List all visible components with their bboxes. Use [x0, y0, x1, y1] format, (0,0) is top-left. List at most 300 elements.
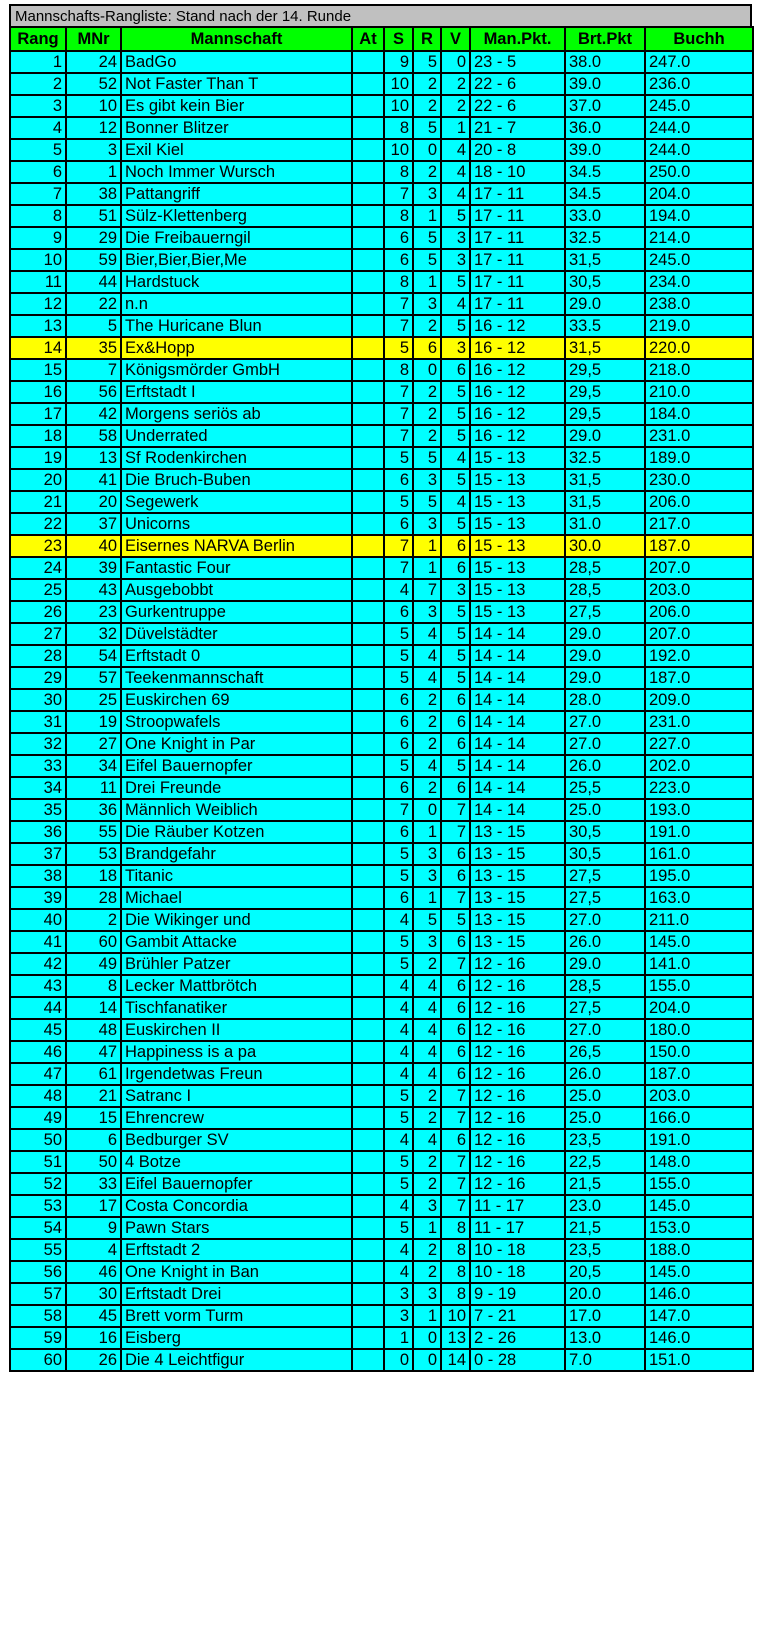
cell-mannschaft: Not Faster Than T: [121, 73, 352, 95]
cell-man-pkt: 15 - 13: [470, 469, 565, 491]
cell-rang: 19: [10, 447, 66, 469]
sheet-title: Mannschafts-Rangliste: Stand nach der 14. Runde: [9, 4, 752, 26]
cell-s: 8: [384, 271, 413, 293]
cell-man-pkt: 11 - 17: [470, 1195, 565, 1217]
cell-buchh: 146.0: [645, 1283, 753, 1305]
cell-rang: 33: [10, 755, 66, 777]
cell-mannschaft: Die Räuber Kotzen: [121, 821, 352, 843]
table-row: [10, 1327, 753, 1349]
cell-man-pkt: 18 - 10: [470, 161, 565, 183]
cell-mannschaft: Drei Freunde: [121, 777, 352, 799]
table-row: [10, 1085, 753, 1107]
table-row: [10, 535, 753, 557]
cell-mnr: 35: [66, 337, 121, 359]
cell-buchh: 244.0: [645, 139, 753, 161]
cell-brt-pkt: 27,5: [565, 997, 645, 1019]
cell-r: 5: [413, 117, 441, 139]
cell-buchh: 145.0: [645, 1261, 753, 1283]
cell-r: 2: [413, 1261, 441, 1283]
cell-buchh: 203.0: [645, 579, 753, 601]
cell-at: [352, 535, 384, 557]
cell-s: 5: [384, 843, 413, 865]
cell-s: 5: [384, 953, 413, 975]
cell-brt-pkt: 26.0: [565, 755, 645, 777]
cell-r: 1: [413, 887, 441, 909]
cell-man-pkt: 12 - 16: [470, 1151, 565, 1173]
cell-brt-pkt: 37.0: [565, 95, 645, 117]
cell-at: [352, 777, 384, 799]
cell-v: 6: [441, 1019, 470, 1041]
cell-mnr: 6: [66, 1129, 121, 1151]
cell-s: 8: [384, 117, 413, 139]
cell-mannschaft: Stroopwafels: [121, 711, 352, 733]
cell-mannschaft: Michael: [121, 887, 352, 909]
cell-buchh: 207.0: [645, 557, 753, 579]
cell-mnr: 11: [66, 777, 121, 799]
cell-man-pkt: 16 - 12: [470, 403, 565, 425]
standings-table: [9, 26, 754, 1372]
cell-rang: 58: [10, 1305, 66, 1327]
cell-buchh: 206.0: [645, 601, 753, 623]
cell-brt-pkt: 31.0: [565, 513, 645, 535]
cell-mnr: 29: [66, 227, 121, 249]
cell-buchh: 202.0: [645, 755, 753, 777]
cell-v: 6: [441, 535, 470, 557]
cell-man-pkt: 13 - 15: [470, 865, 565, 887]
cell-mnr: 36: [66, 799, 121, 821]
cell-man-pkt: 15 - 13: [470, 579, 565, 601]
cell-v: 5: [441, 315, 470, 337]
cell-mnr: 37: [66, 513, 121, 535]
cell-brt-pkt: 29,5: [565, 403, 645, 425]
cell-man-pkt: 17 - 11: [470, 183, 565, 205]
column-header-at: At: [352, 27, 384, 51]
cell-r: 1: [413, 535, 441, 557]
table-row: [10, 513, 753, 535]
cell-mnr: 20: [66, 491, 121, 513]
cell-brt-pkt: 33.5: [565, 315, 645, 337]
cell-mannschaft: Teekenmannschaft: [121, 667, 352, 689]
cell-v: 7: [441, 1151, 470, 1173]
cell-buchh: 203.0: [645, 1085, 753, 1107]
table-row: [10, 1283, 753, 1305]
cell-brt-pkt: 25.0: [565, 1107, 645, 1129]
table-row: [10, 1217, 753, 1239]
cell-buchh: 148.0: [645, 1151, 753, 1173]
cell-brt-pkt: 25,5: [565, 777, 645, 799]
cell-v: 6: [441, 777, 470, 799]
cell-s: 8: [384, 359, 413, 381]
cell-rang: 56: [10, 1261, 66, 1283]
cell-at: [352, 95, 384, 117]
cell-mnr: 55: [66, 821, 121, 843]
cell-s: 4: [384, 1239, 413, 1261]
cell-mnr: 39: [66, 557, 121, 579]
cell-buchh: 220.0: [645, 337, 753, 359]
cell-at: [352, 931, 384, 953]
cell-rang: 11: [10, 271, 66, 293]
cell-mannschaft: Die 4 Leichtfigur: [121, 1349, 352, 1371]
cell-brt-pkt: 39.0: [565, 73, 645, 95]
cell-buchh: 187.0: [645, 667, 753, 689]
column-header-man-pkt: Man.Pkt.: [470, 27, 565, 51]
cell-man-pkt: 16 - 12: [470, 315, 565, 337]
cell-mnr: 61: [66, 1063, 121, 1085]
cell-v: 4: [441, 491, 470, 513]
cell-v: 4: [441, 139, 470, 161]
cell-brt-pkt: 27.0: [565, 733, 645, 755]
column-header-r: R: [413, 27, 441, 51]
cell-s: 5: [384, 1151, 413, 1173]
cell-mannschaft: Pawn Stars: [121, 1217, 352, 1239]
cell-man-pkt: 10 - 18: [470, 1261, 565, 1283]
cell-v: 6: [441, 865, 470, 887]
cell-mnr: 27: [66, 733, 121, 755]
cell-v: 1: [441, 117, 470, 139]
cell-mnr: 41: [66, 469, 121, 491]
cell-v: 5: [441, 513, 470, 535]
cell-buchh: 155.0: [645, 975, 753, 997]
cell-mnr: 2: [66, 909, 121, 931]
cell-r: 2: [413, 733, 441, 755]
cell-buchh: 230.0: [645, 469, 753, 491]
cell-mannschaft: Männlich Weiblich: [121, 799, 352, 821]
table-row: [10, 821, 753, 843]
table-row: [10, 293, 753, 315]
cell-mnr: 45: [66, 1305, 121, 1327]
cell-rang: 20: [10, 469, 66, 491]
cell-r: 0: [413, 1349, 441, 1371]
cell-man-pkt: 12 - 16: [470, 1041, 565, 1063]
cell-mannschaft: Fantastic Four: [121, 557, 352, 579]
cell-buchh: 187.0: [645, 535, 753, 557]
table-row: [10, 161, 753, 183]
cell-at: [352, 293, 384, 315]
cell-buchh: 250.0: [645, 161, 753, 183]
cell-mannschaft: Exil Kiel: [121, 139, 352, 161]
cell-rang: 23: [10, 535, 66, 557]
cell-s: 0: [384, 1349, 413, 1371]
cell-man-pkt: 13 - 15: [470, 843, 565, 865]
cell-mnr: 48: [66, 1019, 121, 1041]
cell-at: [352, 205, 384, 227]
cell-mnr: 32: [66, 623, 121, 645]
cell-brt-pkt: 30,5: [565, 821, 645, 843]
cell-rang: 32: [10, 733, 66, 755]
cell-s: 5: [384, 645, 413, 667]
cell-man-pkt: 15 - 13: [470, 447, 565, 469]
cell-s: 8: [384, 205, 413, 227]
cell-mannschaft: Düvelstädter: [121, 623, 352, 645]
cell-r: 2: [413, 777, 441, 799]
cell-man-pkt: 14 - 14: [470, 645, 565, 667]
cell-mnr: 15: [66, 1107, 121, 1129]
cell-mannschaft: Erftstadt Drei: [121, 1283, 352, 1305]
cell-r: 2: [413, 1151, 441, 1173]
cell-s: 10: [384, 139, 413, 161]
cell-rang: 44: [10, 997, 66, 1019]
cell-v: 13: [441, 1327, 470, 1349]
cell-rang: 4: [10, 117, 66, 139]
cell-man-pkt: 16 - 12: [470, 337, 565, 359]
cell-man-pkt: 20 - 8: [470, 139, 565, 161]
cell-s: 7: [384, 799, 413, 821]
cell-man-pkt: 12 - 16: [470, 953, 565, 975]
cell-mannschaft: Costa Concordia: [121, 1195, 352, 1217]
cell-at: [352, 117, 384, 139]
table-row: [10, 315, 753, 337]
cell-r: 5: [413, 447, 441, 469]
cell-brt-pkt: 31,5: [565, 491, 645, 513]
cell-buchh: 146.0: [645, 1327, 753, 1349]
cell-mnr: 28: [66, 887, 121, 909]
cell-mnr: 33: [66, 1173, 121, 1195]
cell-man-pkt: 14 - 14: [470, 667, 565, 689]
cell-rang: 53: [10, 1195, 66, 1217]
cell-at: [352, 403, 384, 425]
cell-at: [352, 755, 384, 777]
cell-v: 6: [441, 1129, 470, 1151]
cell-mnr: 30: [66, 1283, 121, 1305]
cell-s: 6: [384, 601, 413, 623]
cell-at: [352, 1019, 384, 1041]
cell-at: [352, 359, 384, 381]
cell-r: 4: [413, 1129, 441, 1151]
cell-mannschaft: Gambit Attacke: [121, 931, 352, 953]
cell-v: 7: [441, 953, 470, 975]
table-row: [10, 469, 753, 491]
cell-at: [352, 315, 384, 337]
cell-mannschaft: Erftstadt 0: [121, 645, 352, 667]
cell-buchh: 153.0: [645, 1217, 753, 1239]
cell-s: 5: [384, 865, 413, 887]
cell-r: 3: [413, 469, 441, 491]
cell-r: 1: [413, 1217, 441, 1239]
table-row: [10, 249, 753, 271]
cell-brt-pkt: 27.0: [565, 909, 645, 931]
cell-brt-pkt: 26.0: [565, 1063, 645, 1085]
cell-man-pkt: 22 - 6: [470, 95, 565, 117]
cell-v: 6: [441, 557, 470, 579]
cell-buchh: 193.0: [645, 799, 753, 821]
cell-at: [352, 1327, 384, 1349]
cell-mnr: 14: [66, 997, 121, 1019]
cell-s: 5: [384, 755, 413, 777]
cell-s: 7: [384, 315, 413, 337]
cell-mannschaft: Bier,Bier,Bier,Me: [121, 249, 352, 271]
cell-brt-pkt: 20.0: [565, 1283, 645, 1305]
cell-v: 7: [441, 887, 470, 909]
cell-at: [352, 865, 384, 887]
cell-s: 6: [384, 733, 413, 755]
cell-r: 4: [413, 975, 441, 997]
cell-at: [352, 73, 384, 95]
cell-at: [352, 183, 384, 205]
cell-man-pkt: 15 - 13: [470, 557, 565, 579]
table-row: [10, 1173, 753, 1195]
cell-r: 2: [413, 403, 441, 425]
cell-brt-pkt: 23,5: [565, 1129, 645, 1151]
cell-mannschaft: Euskirchen 69: [121, 689, 352, 711]
cell-rang: 21: [10, 491, 66, 513]
cell-v: 2: [441, 95, 470, 117]
cell-s: 6: [384, 689, 413, 711]
cell-man-pkt: 16 - 12: [470, 381, 565, 403]
cell-s: 7: [384, 557, 413, 579]
cell-buchh: 204.0: [645, 183, 753, 205]
cell-at: [352, 579, 384, 601]
cell-r: 4: [413, 755, 441, 777]
cell-v: 6: [441, 733, 470, 755]
cell-mannschaft: Segewerk: [121, 491, 352, 513]
cell-r: 0: [413, 799, 441, 821]
table-row: [10, 601, 753, 623]
cell-rang: 35: [10, 799, 66, 821]
cell-v: 6: [441, 1041, 470, 1063]
cell-r: 3: [413, 865, 441, 887]
cell-man-pkt: 11 - 17: [470, 1217, 565, 1239]
cell-rang: 10: [10, 249, 66, 271]
table-row: [10, 953, 753, 975]
cell-brt-pkt: 25.0: [565, 799, 645, 821]
column-header-buchh: Buchh: [645, 27, 753, 51]
cell-mannschaft: Brandgefahr: [121, 843, 352, 865]
cell-mannschaft: Titanic: [121, 865, 352, 887]
cell-r: 0: [413, 359, 441, 381]
cell-mnr: 25: [66, 689, 121, 711]
cell-s: 6: [384, 513, 413, 535]
cell-man-pkt: 15 - 13: [470, 491, 565, 513]
cell-v: 6: [441, 359, 470, 381]
cell-man-pkt: 17 - 11: [470, 271, 565, 293]
cell-rang: 51: [10, 1151, 66, 1173]
cell-r: 2: [413, 381, 441, 403]
cell-at: [352, 1107, 384, 1129]
cell-buchh: 145.0: [645, 1195, 753, 1217]
cell-man-pkt: 14 - 14: [470, 777, 565, 799]
cell-r: 1: [413, 271, 441, 293]
cell-man-pkt: 14 - 14: [470, 623, 565, 645]
table-row: [10, 183, 753, 205]
cell-at: [352, 139, 384, 161]
column-header-v: V: [441, 27, 470, 51]
cell-v: 5: [441, 909, 470, 931]
table-row: [10, 557, 753, 579]
cell-r: 4: [413, 645, 441, 667]
cell-brt-pkt: 36.0: [565, 117, 645, 139]
cell-r: 3: [413, 601, 441, 623]
cell-man-pkt: 16 - 12: [470, 425, 565, 447]
table-row: [10, 865, 753, 887]
cell-at: [352, 249, 384, 271]
cell-s: 6: [384, 227, 413, 249]
cell-v: 6: [441, 997, 470, 1019]
cell-rang: 37: [10, 843, 66, 865]
table-row: [10, 1129, 753, 1151]
cell-s: 5: [384, 667, 413, 689]
table-row: [10, 205, 753, 227]
cell-at: [352, 887, 384, 909]
cell-at: [352, 975, 384, 997]
table-body: [10, 51, 753, 1371]
cell-s: 5: [384, 1217, 413, 1239]
cell-r: 3: [413, 293, 441, 315]
cell-r: 2: [413, 1173, 441, 1195]
cell-at: [352, 51, 384, 73]
cell-v: 6: [441, 843, 470, 865]
cell-mnr: 50: [66, 1151, 121, 1173]
cell-rang: 39: [10, 887, 66, 909]
cell-buchh: 192.0: [645, 645, 753, 667]
cell-buchh: 204.0: [645, 997, 753, 1019]
cell-mannschaft: BadGo: [121, 51, 352, 73]
cell-brt-pkt: 29,5: [565, 381, 645, 403]
cell-man-pkt: 12 - 16: [470, 1173, 565, 1195]
cell-rang: 60: [10, 1349, 66, 1371]
cell-v: 6: [441, 931, 470, 953]
cell-s: 7: [384, 425, 413, 447]
cell-at: [352, 623, 384, 645]
cell-mnr: 7: [66, 359, 121, 381]
cell-man-pkt: 14 - 14: [470, 733, 565, 755]
cell-mannschaft: Underrated: [121, 425, 352, 447]
cell-brt-pkt: 29.0: [565, 623, 645, 645]
table-row: [10, 1151, 753, 1173]
cell-mannschaft: Die Wikinger und: [121, 909, 352, 931]
cell-buchh: 245.0: [645, 249, 753, 271]
cell-buchh: 166.0: [645, 1107, 753, 1129]
cell-brt-pkt: 29,5: [565, 359, 645, 381]
cell-man-pkt: 15 - 13: [470, 601, 565, 623]
table-row: [10, 359, 753, 381]
cell-buchh: 150.0: [645, 1041, 753, 1063]
cell-s: 5: [384, 1107, 413, 1129]
cell-v: 5: [441, 667, 470, 689]
cell-s: 4: [384, 1063, 413, 1085]
cell-at: [352, 1305, 384, 1327]
cell-r: 4: [413, 623, 441, 645]
cell-rang: 2: [10, 73, 66, 95]
cell-r: 4: [413, 667, 441, 689]
cell-mannschaft: The Huricane Blun: [121, 315, 352, 337]
cell-rang: 18: [10, 425, 66, 447]
cell-v: 8: [441, 1239, 470, 1261]
cell-rang: 52: [10, 1173, 66, 1195]
cell-man-pkt: 14 - 14: [470, 755, 565, 777]
cell-s: 5: [384, 931, 413, 953]
standings-sheet: [9, 4, 752, 1372]
cell-r: 3: [413, 843, 441, 865]
cell-man-pkt: 12 - 16: [470, 1107, 565, 1129]
cell-rang: 16: [10, 381, 66, 403]
cell-mannschaft: Hardstuck: [121, 271, 352, 293]
cell-v: 6: [441, 689, 470, 711]
cell-r: 1: [413, 821, 441, 843]
cell-brt-pkt: 21,5: [565, 1217, 645, 1239]
cell-man-pkt: 14 - 14: [470, 711, 565, 733]
cell-rang: 48: [10, 1085, 66, 1107]
cell-s: 5: [384, 491, 413, 513]
table-row: [10, 843, 753, 865]
cell-mnr: 3: [66, 139, 121, 161]
cell-s: 6: [384, 887, 413, 909]
cell-at: [352, 1173, 384, 1195]
cell-mnr: 9: [66, 1217, 121, 1239]
cell-v: 4: [441, 293, 470, 315]
cell-at: [352, 1349, 384, 1371]
cell-man-pkt: 13 - 15: [470, 821, 565, 843]
cell-man-pkt: 13 - 15: [470, 931, 565, 953]
